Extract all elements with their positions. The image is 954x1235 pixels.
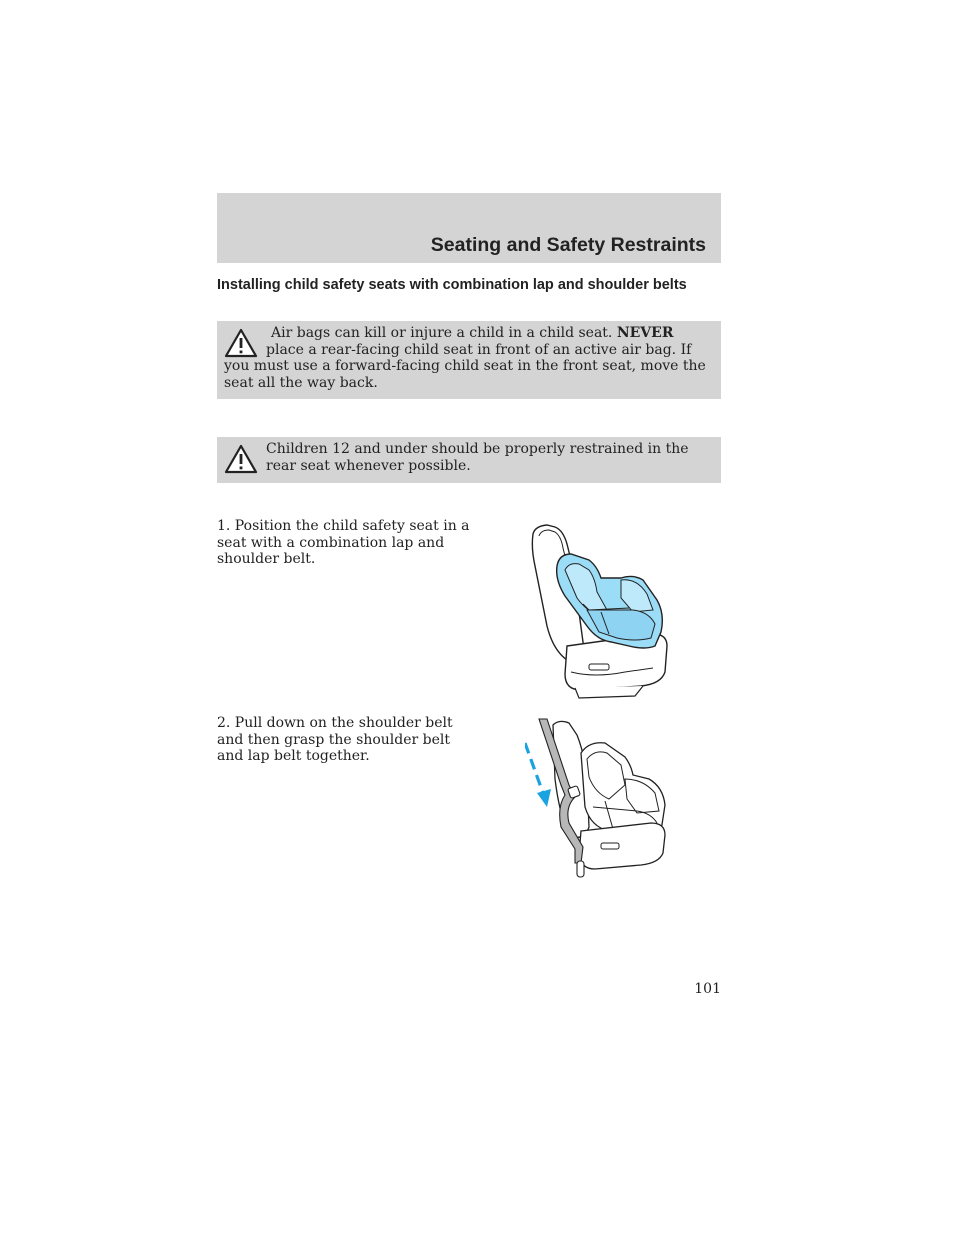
warning-text: Children 12 and under should be properly restrained in the rear seat whenever possible. <box>266 441 689 474</box>
warning-triangle-icon <box>224 328 258 358</box>
page-number: 101 <box>694 981 721 997</box>
warning-box-air-bag <box>217 321 721 399</box>
page-title: Seating and Safety Restraints <box>430 234 706 256</box>
header-band <box>217 193 721 263</box>
pull-down-shoulder-belt-illustration <box>525 715 675 883</box>
warning-box-children <box>217 437 721 483</box>
step-2-text: 2. Pull down on the shoulder belt and then grasp the shoulder belt and lap belt together. <box>217 715 453 765</box>
child-seat-in-vehicle-seat-illustration <box>525 522 675 700</box>
step-1-text: 1. Position the child safety seat in a seat with a combination lap and shoulder belt. <box>217 518 470 568</box>
section-heading: Installing child safety seats with combination lap and shoulder belts <box>217 277 687 293</box>
warning-text: Air bags can kill or injure a child in a child seat. NEVER place a rear-facing child seat in front of an active air bag. If you must use a forward-facing child seat in the front seat, move the seat all the way back. <box>224 325 706 391</box>
warning-triangle-icon <box>224 444 258 474</box>
warning-emphasis: NEVER <box>616 325 674 341</box>
